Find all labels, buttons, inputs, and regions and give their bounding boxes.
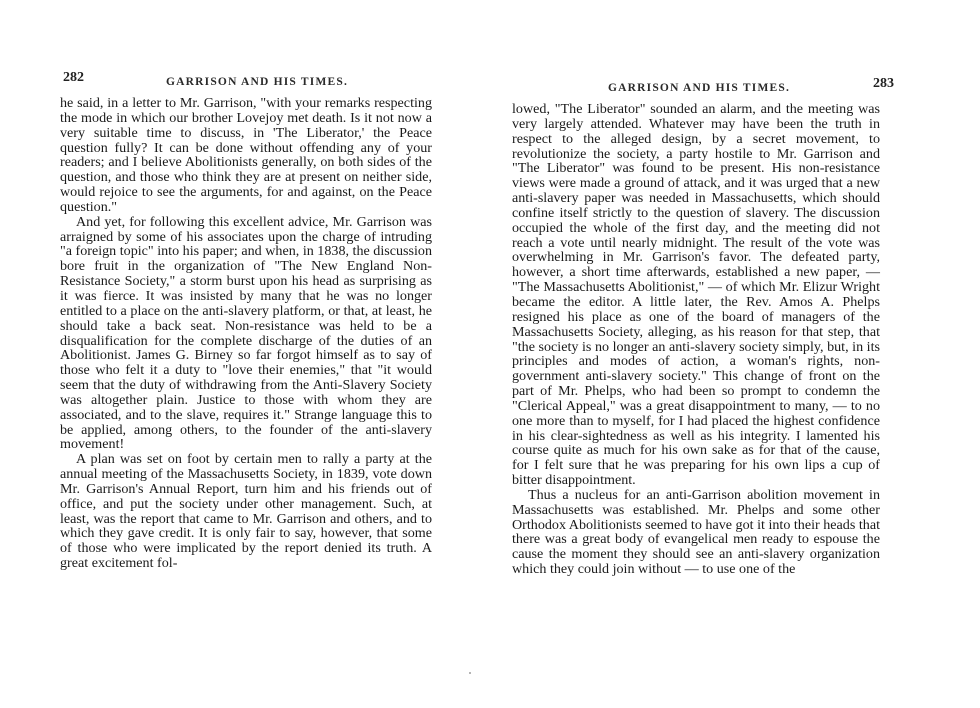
paragraph: A plan was set on foot by certain men to rally a party at the annual meeting of the Massachusetts Society, in 1839, vote down Mr. Garrison's Annual Report, turn him and his friends out of office, and put the society under other management. Such, at least, was the report that came to Mr. Garrison and others, and to which they gave credit. It is only fair to say, however, that some of those who were implicated by the report denied its truth. A great excitement fol- [60,451,432,572]
body-text [60,96,432,571]
right-page [490,0,980,708]
left-page [0,0,480,708]
paragraph: he said, in a letter to Mr. Garrison, "with your remarks respecting the mode in which our brother Lovejoy met death. Is it not now a very suitable time to discuss, in 'The Liberator,' the Peace question fully? It can be done without offending any of your readers; and I believe Abolitionists generally, on both sides of the question, and those who think they are at present on neither side, would rejoice to see the arguments, for and against, on the Peace question." [60,95,432,215]
page-number: 283 [873,76,894,91]
page-number: 282 [63,70,84,85]
paragraph: Thus a nucleus for an anti-Garrison abolition movement in Massachusetts was established. Mr. Phelps and some other Orthodox Abolitionists seemed to have got it into their heads that there was a great body of evangelical men ready to espouse the cause the moment they should see an anti-slavery organization which they could join without — to use one of the [512,486,880,578]
running-head: GARRISON AND HIS TIMES. [166,76,349,88]
body-text [512,102,880,577]
running-head: GARRISON AND HIS TIMES. [608,82,791,94]
gutter-speck [469,672,471,674]
paragraph: lowed, "The Liberator" sounded an alarm, and the meeting was very largely attended. Whatever may have been the truth in respect to the alleged design, by a secret movement, to revolutionize the society, a party hostile to Mr. Garrison and "The Liberator" was found to be present. His non-resistance views were made a ground of attack, and it was urged that a new anti-slavery paper was needed in Massachusetts, which should confine itself strictly to the question of slavery. The discussion occupied the whole of the first day, and the meeting did not reach a vote until nearly midnight. The result of the vote was overwhelming in Mr. Garrison's favor. The defeated party, however, a short time afterwards, established a new paper, — "The Massachusetts Abolitionist," — of which Mr. Elizur Wright became the editor. A little later, the Rev. Amos A. Phelps resigned his place as one of the board of managers of the Massachusetts Society, alleging, as his reason for that step, that "the society is no longer an anti-slavery society simply, but, in its principles and modes of action, a woman's rights, non-government anti-slavery society." This change of front on the part of Mr. Phelps, who had been so prompt to condemn the "Clerical Appeal," was a great disappointment to many, — to no one more than to myself, for I had placed the highest confidence in his clear-sightedness as well as his integrity. I lamented his course quite as much for his own sake as for that of the cause, for I felt sure that he was preparing for his own lips a cup of bitter disappointment. [512,101,880,489]
paragraph: And yet, for following this excellent advice, Mr. Garrison was arraigned by some of his associates upon the charge of intruding "a foreign topic" into his paper; and when, in 1838, the discussion bore fruit in the organization of "The New England Non-Resistance Society," a storm burst upon his head as surprising as it was fierce. It was insisted by many that he was no longer entitled to a place on the anti-slavery platform, or that, at least, he should take a back seat. Non-resistance was held to be a disqualification for the complete discharge of the duties of an Abolitionist. James G. Birney so far forgot himself as to say of those who felt it a duty to "love their enemies," that "it would seem that the duty of withdrawing from the Anti-Slavery Society was altogether plain. Justice to those with whom they are associated, and to the slave, requires it." Strange language this to be applied, among others, to the founder of the anti-slavery movement! [60,213,433,453]
